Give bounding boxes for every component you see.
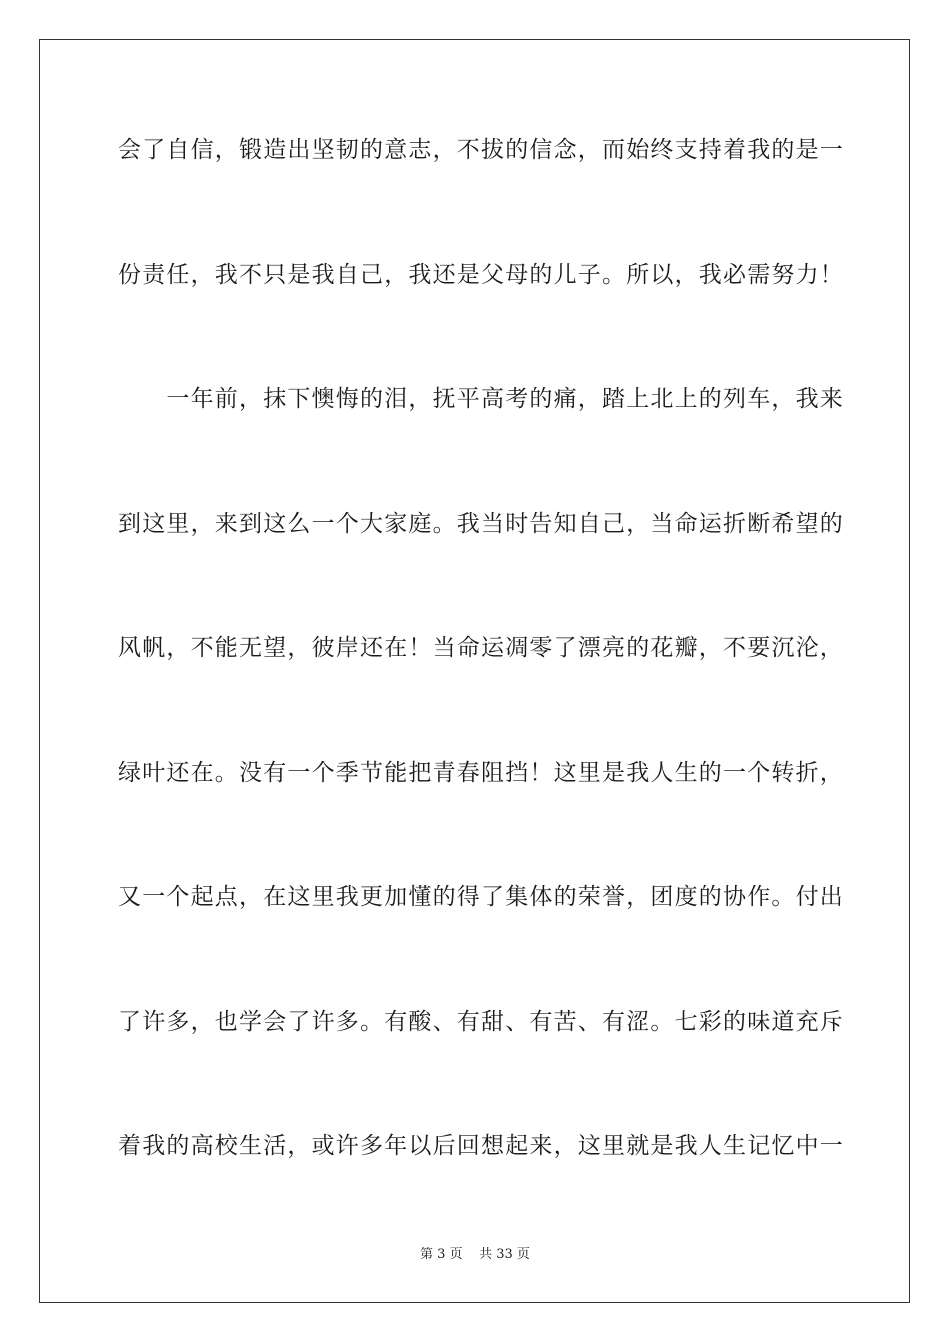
page-border: [39, 39, 910, 1303]
body-line-6: 绿叶还在。没有一个季节能把青春阻挡！这里是我人生的一个转折，: [118, 760, 844, 786]
page-number: 第 3 页: [420, 1247, 463, 1262]
body-line-9: 着我的高校生活，或许多年以后回想起来，这里就是我人生记忆中一: [118, 1133, 844, 1159]
total-pages: 共 33 页: [479, 1247, 530, 1262]
body-line-7: 又一个起点，在这里我更加懂的得了集体的荣誉，团度的协作。付出: [118, 884, 844, 910]
body-line-1: 会了自信，锻造出坚韧的意志，不拔的信念，而始终支持着我的是一: [118, 137, 844, 163]
body-line-3: 一年前，抹下懊悔的泪，抚平高考的痛，踏上北上的列车，我来: [118, 386, 844, 412]
body-line-8: 了许多，也学会了许多。有酸、有甜、有苦、有涩。七彩的味道充斥: [118, 1009, 844, 1035]
page-footer: [0, 1246, 950, 1264]
body-line-4: 到这里，来到这么一个大家庭。我当时告知自己，当命运折断希望的: [118, 511, 844, 537]
body-line-2: 份责任，我不只是我自己，我还是父母的儿子。所以，我必需努力！: [118, 262, 844, 288]
body-line-5: 风帆，不能无望，彼岸还在！当命运凋零了漂亮的花瓣，不要沉沦，: [118, 635, 844, 661]
